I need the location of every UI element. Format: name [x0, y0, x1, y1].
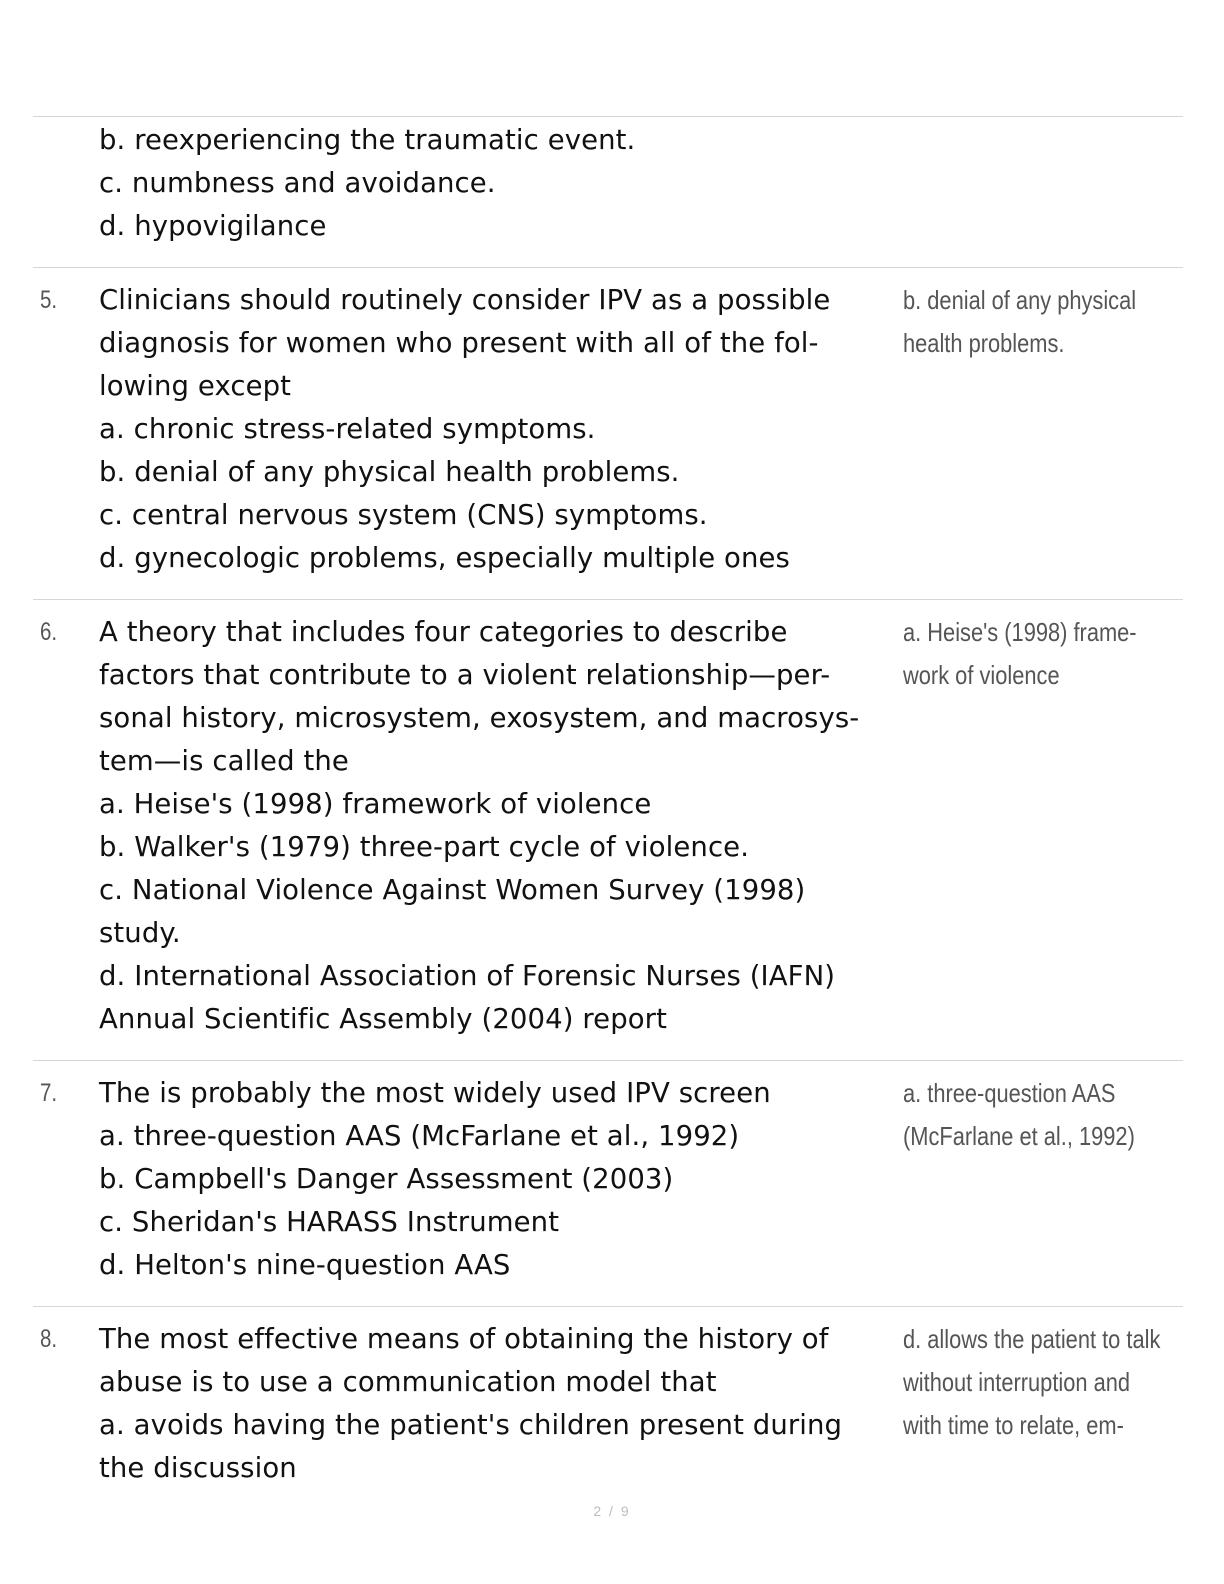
- answer-line: a. three-question AAS: [903, 1078, 1116, 1108]
- answer-line: d. allows the patient to talk: [903, 1324, 1161, 1354]
- answer-line: work of violence: [903, 660, 1060, 690]
- question-line: factors that contribute to a violent relationship—per-: [99, 659, 831, 691]
- question-text: [99, 611, 894, 1041]
- answer-text: [903, 611, 1137, 697]
- question-number: 5.: [40, 286, 58, 314]
- question-line: c. National Violence Against Women Survey (1998): [99, 874, 806, 906]
- card-divider: [33, 267, 1183, 268]
- question-number: 7.: [40, 1079, 58, 1107]
- question-line: sonal history, microsystem, exosystem, and macrosys-: [99, 702, 860, 734]
- question-line: the discussion: [99, 1452, 297, 1484]
- question-line: b. denial of any physical health problems.: [99, 456, 680, 488]
- question-text: [99, 1072, 894, 1287]
- question-line: b. Walker's (1979) three-part cycle of violence.: [99, 831, 750, 863]
- question-text: [99, 1318, 894, 1490]
- question-line: lowing except: [99, 370, 292, 402]
- question-line: a. avoids having the patient's children present during: [99, 1409, 843, 1441]
- answer-line: without interruption and: [903, 1367, 1131, 1397]
- card-divider: [33, 1306, 1183, 1307]
- question-line: a. three-question AAS (McFarlane et al., 1992): [99, 1120, 740, 1152]
- question-number: 8.: [40, 1325, 58, 1353]
- question-line: tem—is called the: [99, 745, 349, 777]
- question-line: Clinicians should routinely consider IPV as a possible: [99, 284, 831, 316]
- question-line: study.: [99, 917, 181, 949]
- question-line: abuse is to use a communication model that: [99, 1366, 717, 1398]
- question-line: c. numbness and avoidance.: [99, 167, 496, 199]
- question-text: [99, 119, 894, 248]
- answer-line: a. Heise's (1998) frame-: [903, 617, 1137, 647]
- question-line: c. Sheridan's HARASS Instrument: [99, 1206, 560, 1238]
- question-line: Annual Scientific Assembly (2004) report: [99, 1003, 667, 1035]
- question-line: c. central nervous system (CNS) symptoms.: [99, 499, 708, 531]
- question-line: d. International Association of Forensic Nurses (IAFN): [99, 960, 836, 992]
- question-line: A theory that includes four categories to describe: [99, 616, 788, 648]
- answer-text: [903, 279, 1136, 365]
- answer-line: with time to relate, em-: [903, 1410, 1124, 1440]
- question-line: b. Campbell's Danger Assessment (2003): [99, 1163, 674, 1195]
- question-line: a. Heise's (1998) framework of violence: [99, 788, 652, 820]
- question-line: d. gynecologic problems, especially multiple ones: [99, 542, 790, 574]
- answer-line: health problems.: [903, 328, 1065, 358]
- answer-text: [903, 1072, 1135, 1158]
- card-divider: [33, 116, 1183, 117]
- answer-line: b. denial of any physical: [903, 285, 1137, 315]
- question-line: d. Helton's nine-question AAS: [99, 1249, 511, 1281]
- answer-line: (McFarlane et al., 1992): [903, 1121, 1135, 1151]
- question-line: The most effective means of obtaining the history of: [99, 1323, 829, 1355]
- page-indicator: 2 / 9: [593, 1503, 631, 1519]
- question-line: The is probably the most widely used IPV screen: [99, 1077, 771, 1109]
- question-number: 6.: [40, 618, 58, 646]
- card-divider: [33, 599, 1183, 600]
- card-divider: [33, 1060, 1183, 1061]
- answer-text: [903, 1318, 1160, 1447]
- question-line: diagnosis for women who present with all of the fol-: [99, 327, 819, 359]
- question-line: b. reexperiencing the traumatic event.: [99, 124, 636, 156]
- question-text: [99, 279, 894, 580]
- question-line: d. hypovigilance: [99, 210, 327, 242]
- question-line: a. chronic stress-related symptoms.: [99, 413, 596, 445]
